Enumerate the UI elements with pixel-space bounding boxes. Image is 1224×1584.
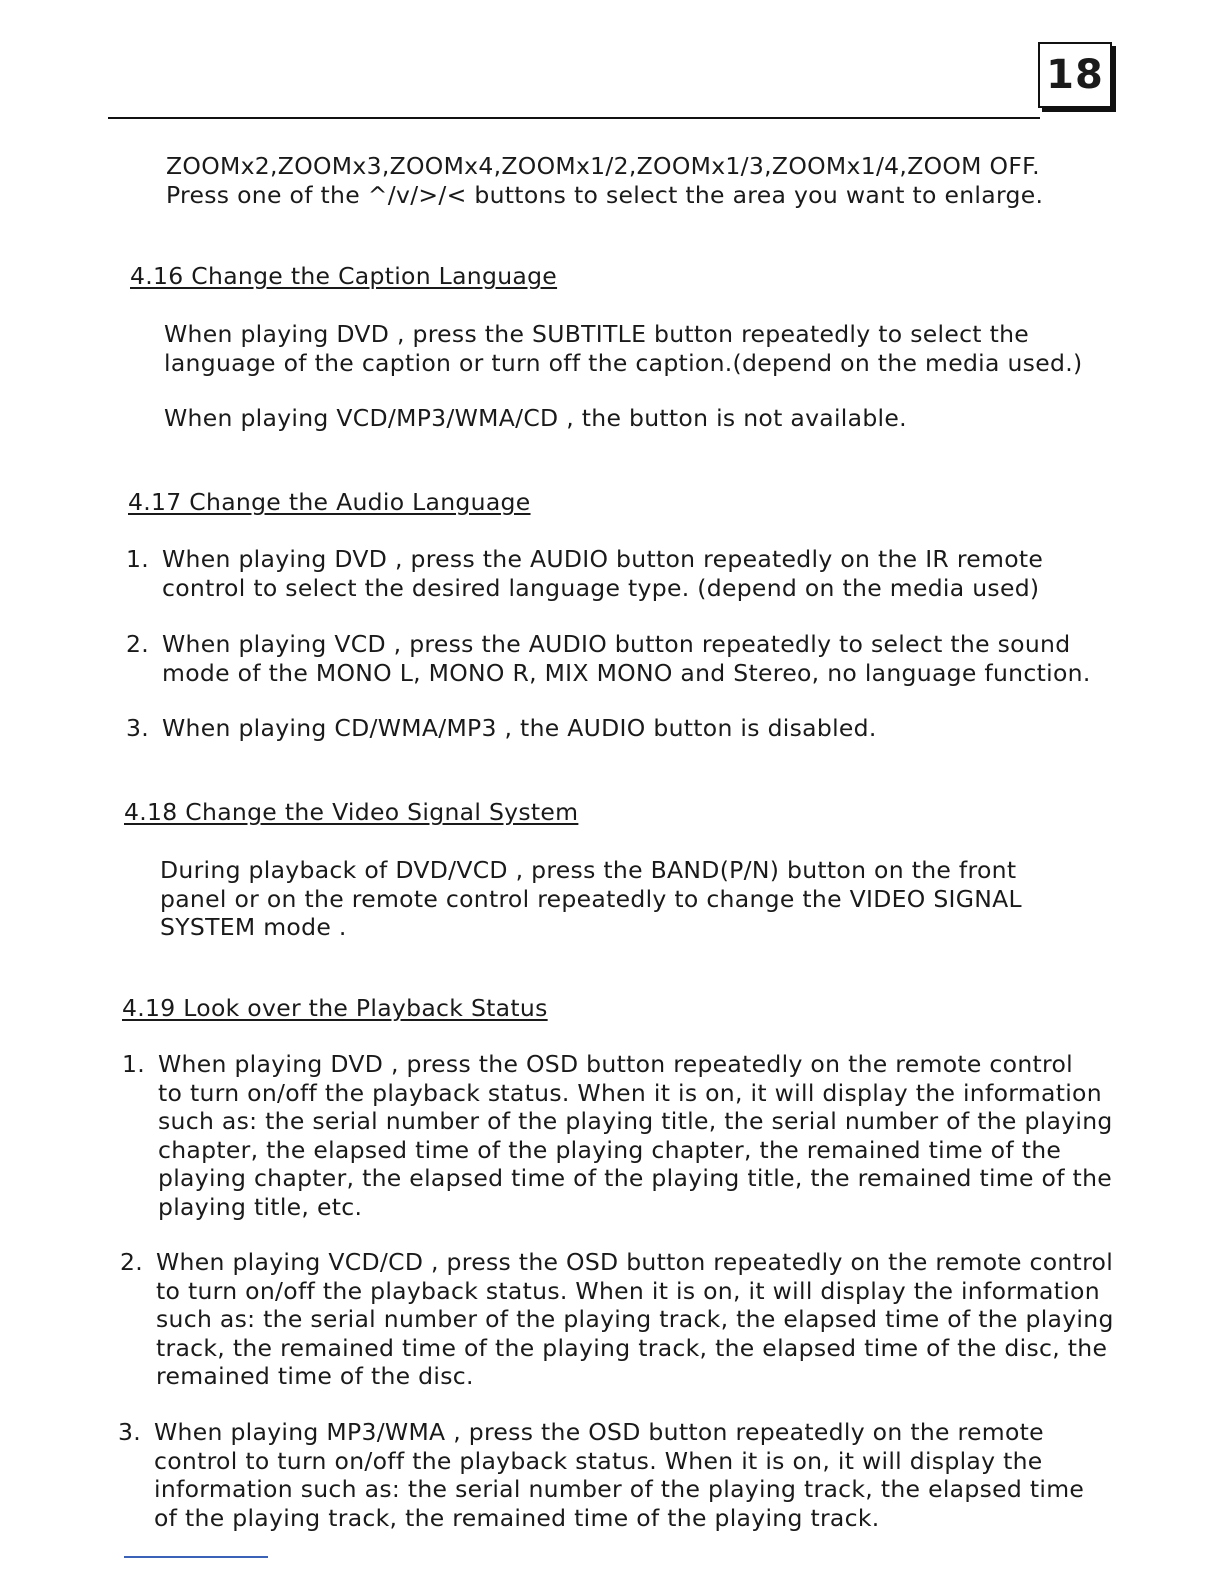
list-item xyxy=(126,545,1044,602)
text-line: such as: the serial number of the playing title, the serial number of the playing xyxy=(158,1107,1113,1135)
text-line: track, the remained time of the playing track, the elapsed time of the disc, the xyxy=(156,1333,1108,1362)
text-line: of the playing track, the remained time of the playing track. xyxy=(154,1503,880,1532)
text-line: to turn on/off the playback status. When it is on, it will display the information xyxy=(158,1078,1102,1107)
list-number: 1. xyxy=(126,545,150,573)
text-line: When playing MP3/WMA , press the OSD button repeatedly on the remote xyxy=(154,1418,1044,1446)
text-line: During playback of DVD/VCD , press the BAND(P/N) button on the front xyxy=(160,856,1017,884)
text-line: information such as: the serial number of the playing track, the elapsed time xyxy=(154,1475,1085,1503)
list-item xyxy=(126,714,877,743)
section-heading-4-17: 4.17 Change the Audio Language xyxy=(128,488,531,516)
section-4-18-paragraph xyxy=(160,856,1022,942)
text-line: Press one of the ^/v/>/< buttons to select the area you want to enlarge. xyxy=(166,180,1044,209)
list-number: 1. xyxy=(122,1050,146,1078)
text-line: When playing DVD , press the AUDIO button repeatedly on the IR remote xyxy=(162,545,1044,573)
list-number: 3. xyxy=(118,1418,142,1446)
text-line: playing title, etc. xyxy=(158,1192,363,1221)
text-line: mode of the MONO L, MONO R, MIX MONO and Stereo, no language function. xyxy=(162,658,1091,687)
text-line: control to turn on/off the playback status. When it is on, it will display the xyxy=(154,1446,1043,1475)
text-line: panel or on the remote control repeatedly to change the VIDEO SIGNAL xyxy=(160,884,1022,913)
section-4-16-paragraph-1 xyxy=(164,320,1082,377)
list-item xyxy=(122,1050,1113,1221)
text-line: When playing VCD , press the AUDIO button repeatedly to select the sound xyxy=(162,630,1071,658)
text-line: chapter, the elapsed time of the playing chapter, the remained time of the xyxy=(158,1135,1062,1164)
text-line: playing chapter, the elapsed time of the playing title, the remained time of the xyxy=(158,1164,1113,1192)
page-number: 18 xyxy=(1038,42,1112,108)
list-item xyxy=(120,1248,1114,1391)
text-line: remained time of the disc. xyxy=(156,1362,474,1390)
list-item xyxy=(126,630,1091,687)
section-4-16-paragraph-2 xyxy=(164,404,907,433)
text-line: When playing DVD , press the SUBTITLE button repeatedly to select the xyxy=(164,320,1030,348)
list-number: 3. xyxy=(126,714,150,742)
list-item xyxy=(118,1418,1085,1532)
section-heading-4-19: 4.19 Look over the Playback Status xyxy=(122,994,548,1022)
text-line: such as: the serial number of the playing track, the elapsed time of the playing xyxy=(156,1305,1114,1333)
zoom-intro xyxy=(166,152,1043,209)
text-line: SYSTEM mode . xyxy=(160,913,347,941)
text-line: When playing VCD/MP3/WMA/CD , the button is not available. xyxy=(164,404,907,432)
text-line: When playing VCD/CD , press the OSD button repeatedly on the remote control xyxy=(156,1248,1114,1276)
text-line: When playing DVD , press the OSD button repeatedly on the remote control xyxy=(158,1050,1073,1078)
text-line: ZOOMx2,ZOOMx3,ZOOMx4,ZOOMx1/2,ZOOMx1/3,ZOOMx1/4,ZOOM OFF. xyxy=(166,152,1040,180)
text-line: When playing CD/WMA/MP3 , the AUDIO button is disabled. xyxy=(162,714,877,742)
text-line: language of the caption or turn off the caption.(depend on the media used.) xyxy=(164,348,1083,377)
section-heading-4-16: 4.16 Change the Caption Language xyxy=(130,262,558,290)
header-rule xyxy=(108,117,1040,119)
list-number: 2. xyxy=(126,630,150,658)
list-number: 2. xyxy=(120,1248,144,1276)
text-line: to turn on/off the playback status. When it is on, it will display the information xyxy=(156,1276,1100,1305)
section-heading-4-18: 4.18 Change the Video Signal System xyxy=(124,798,579,826)
text-line: control to select the desired language type. (depend on the media used) xyxy=(162,573,1040,602)
footer-rule xyxy=(124,1556,268,1558)
